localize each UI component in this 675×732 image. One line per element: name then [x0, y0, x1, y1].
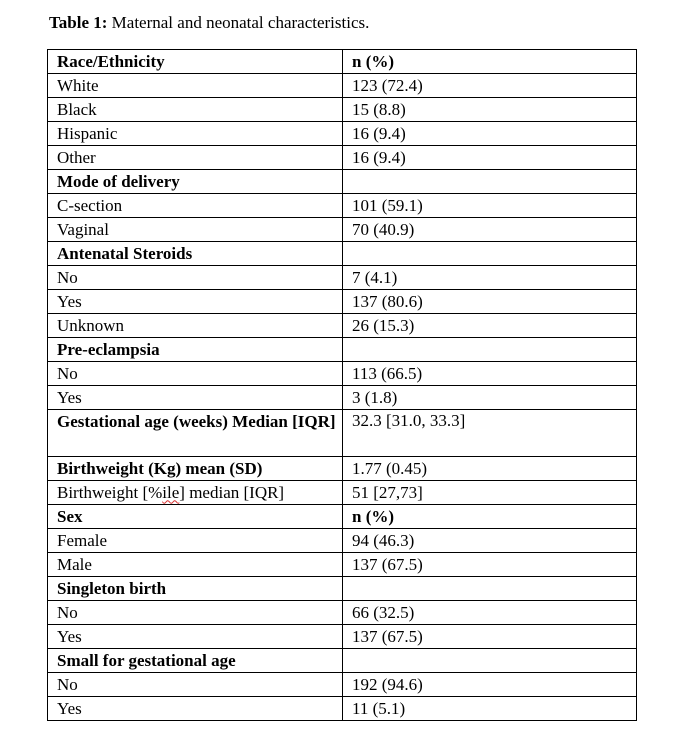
row-label-cell	[48, 625, 343, 649]
table-row	[48, 457, 637, 481]
row-value: 15 (8.8)	[352, 99, 406, 119]
row-value: 94 (46.3)	[352, 530, 415, 550]
row-label: Yes	[57, 698, 82, 718]
row-value: 32.3 [31.0, 33.3]	[352, 411, 466, 430]
row-label: Race/Ethnicity	[57, 51, 165, 71]
table-row	[48, 338, 637, 362]
table-row	[48, 98, 637, 122]
row-value-cell	[343, 314, 637, 338]
row-label-cell	[48, 601, 343, 625]
table-row	[48, 625, 637, 649]
table-row	[48, 577, 637, 601]
row-value-cell	[343, 50, 637, 74]
row-value-cell	[343, 529, 637, 553]
row-label: No	[57, 267, 78, 287]
row-label-cell	[48, 649, 343, 673]
row-value-cell	[343, 218, 637, 242]
row-label: C-section	[57, 195, 123, 215]
row-label: Black	[57, 99, 97, 119]
table-caption-text: Maternal and neonatal characteristics.	[107, 13, 370, 32]
row-label: No	[57, 674, 78, 694]
row-value: 16 (9.4)	[352, 123, 406, 143]
row-value: 16 (9.4)	[352, 147, 406, 167]
row-label-part: Birthweight [%	[57, 482, 163, 502]
row-label-cell	[48, 362, 343, 386]
row-value: 137 (67.5)	[352, 626, 423, 646]
row-value-cell	[343, 649, 637, 673]
table-row	[48, 194, 637, 218]
row-value-cell	[343, 242, 637, 266]
row-value-cell	[343, 457, 637, 481]
table-body	[48, 50, 637, 721]
row-value: 51 [27,73]	[352, 482, 423, 502]
table-row	[48, 74, 637, 98]
row-value-cell	[343, 290, 637, 314]
row-label-cell	[48, 218, 343, 242]
row-value-cell	[343, 601, 637, 625]
table-row	[48, 266, 637, 290]
row-label: Gestational age (weeks) Median [IQR]	[57, 412, 336, 431]
row-label: No	[57, 602, 78, 622]
row-label-cell	[48, 410, 343, 457]
row-value-cell	[343, 625, 637, 649]
table-row	[48, 649, 637, 673]
row-label: Yes	[57, 291, 82, 311]
row-value: 66 (32.5)	[352, 602, 415, 622]
row-value: n (%)	[352, 51, 395, 71]
row-label-cell	[48, 338, 343, 362]
row-label: Small for gestational age	[57, 650, 236, 670]
row-label: Male	[57, 554, 92, 574]
row-label-cell	[48, 314, 343, 338]
row-value-cell	[343, 122, 637, 146]
row-value-cell	[343, 505, 637, 529]
table-row	[48, 122, 637, 146]
row-label-cell	[48, 505, 343, 529]
row-value-cell	[343, 98, 637, 122]
row-label: Birthweight (Kg) mean (SD)	[57, 458, 263, 478]
row-label: Hispanic	[57, 123, 118, 143]
table-row	[48, 505, 637, 529]
row-value-cell	[343, 74, 637, 98]
row-value: 70 (40.9)	[352, 219, 415, 239]
row-value: 3 (1.8)	[352, 387, 398, 407]
row-label-cell	[48, 673, 343, 697]
row-label: Antenatal Steroids	[57, 243, 193, 263]
table-row	[48, 50, 637, 74]
row-label-cell	[48, 194, 343, 218]
row-label: Other	[57, 147, 96, 167]
row-label: Vaginal	[57, 219, 109, 239]
row-label-cell	[48, 553, 343, 577]
table-row	[48, 601, 637, 625]
table-caption	[49, 12, 369, 34]
row-label-cell	[48, 74, 343, 98]
row-label: Mode of delivery	[57, 171, 180, 191]
table-row	[48, 146, 637, 170]
row-value: 192 (94.6)	[352, 674, 423, 694]
row-label-cell	[48, 481, 343, 505]
row-label-cell	[48, 170, 343, 194]
row-value: 7 (4.1)	[352, 267, 398, 287]
table-row	[48, 314, 637, 338]
row-label-part: ] median [IQR]	[179, 482, 285, 502]
row-value-cell	[343, 673, 637, 697]
table-row	[48, 410, 637, 457]
row-value: 101 (59.1)	[352, 195, 423, 215]
row-label-cell	[48, 122, 343, 146]
table-row	[48, 362, 637, 386]
row-label-cell	[48, 697, 343, 721]
row-label: White	[57, 75, 99, 95]
table-row	[48, 242, 637, 266]
row-value: 123 (72.4)	[352, 75, 423, 95]
row-value-cell	[343, 481, 637, 505]
row-label: Yes	[57, 387, 82, 407]
row-value-cell	[343, 146, 637, 170]
row-value: n (%)	[352, 506, 395, 526]
row-value-cell	[343, 577, 637, 601]
characteristics-table	[47, 49, 637, 721]
table-row	[48, 386, 637, 410]
table-row	[48, 290, 637, 314]
row-label-cell	[48, 577, 343, 601]
row-label-cell	[48, 146, 343, 170]
table-caption-label: Table 1:	[49, 13, 108, 32]
row-value: 137 (80.6)	[352, 291, 423, 311]
row-label-cell	[48, 98, 343, 122]
table-row	[48, 170, 637, 194]
row-label: Yes	[57, 626, 82, 646]
table-row	[48, 529, 637, 553]
row-value-cell	[343, 170, 637, 194]
row-label-cell	[48, 242, 343, 266]
row-value-cell	[343, 338, 637, 362]
table-row	[48, 218, 637, 242]
table-row	[48, 697, 637, 721]
row-value: 26 (15.3)	[352, 315, 415, 335]
row-value-cell	[343, 266, 637, 290]
row-value-cell	[343, 553, 637, 577]
row-value-cell	[343, 410, 637, 457]
row-value-cell	[343, 362, 637, 386]
row-label-cell	[48, 386, 343, 410]
table-row	[48, 553, 637, 577]
row-label-cell	[48, 457, 343, 481]
row-label-cell	[48, 266, 343, 290]
row-label: Sex	[57, 506, 83, 526]
row-label: No	[57, 363, 78, 383]
row-value: 137 (67.5)	[352, 554, 423, 574]
row-value: 11 (5.1)	[352, 698, 406, 718]
row-label-cell	[48, 290, 343, 314]
row-value: 113 (66.5)	[352, 363, 423, 383]
row-label: Unknown	[57, 315, 125, 335]
row-label: Female	[57, 530, 108, 550]
row-value: 1.77 (0.45)	[352, 458, 428, 478]
row-value-cell	[343, 194, 637, 218]
row-label-part: ile	[162, 482, 180, 502]
row-value-cell	[343, 697, 637, 721]
row-label-cell	[48, 50, 343, 74]
table-row	[48, 673, 637, 697]
table-row	[48, 481, 637, 505]
row-label-cell	[48, 529, 343, 553]
row-value-cell	[343, 386, 637, 410]
row-label: Pre-eclampsia	[57, 339, 160, 359]
row-label: Singleton birth	[57, 578, 167, 598]
